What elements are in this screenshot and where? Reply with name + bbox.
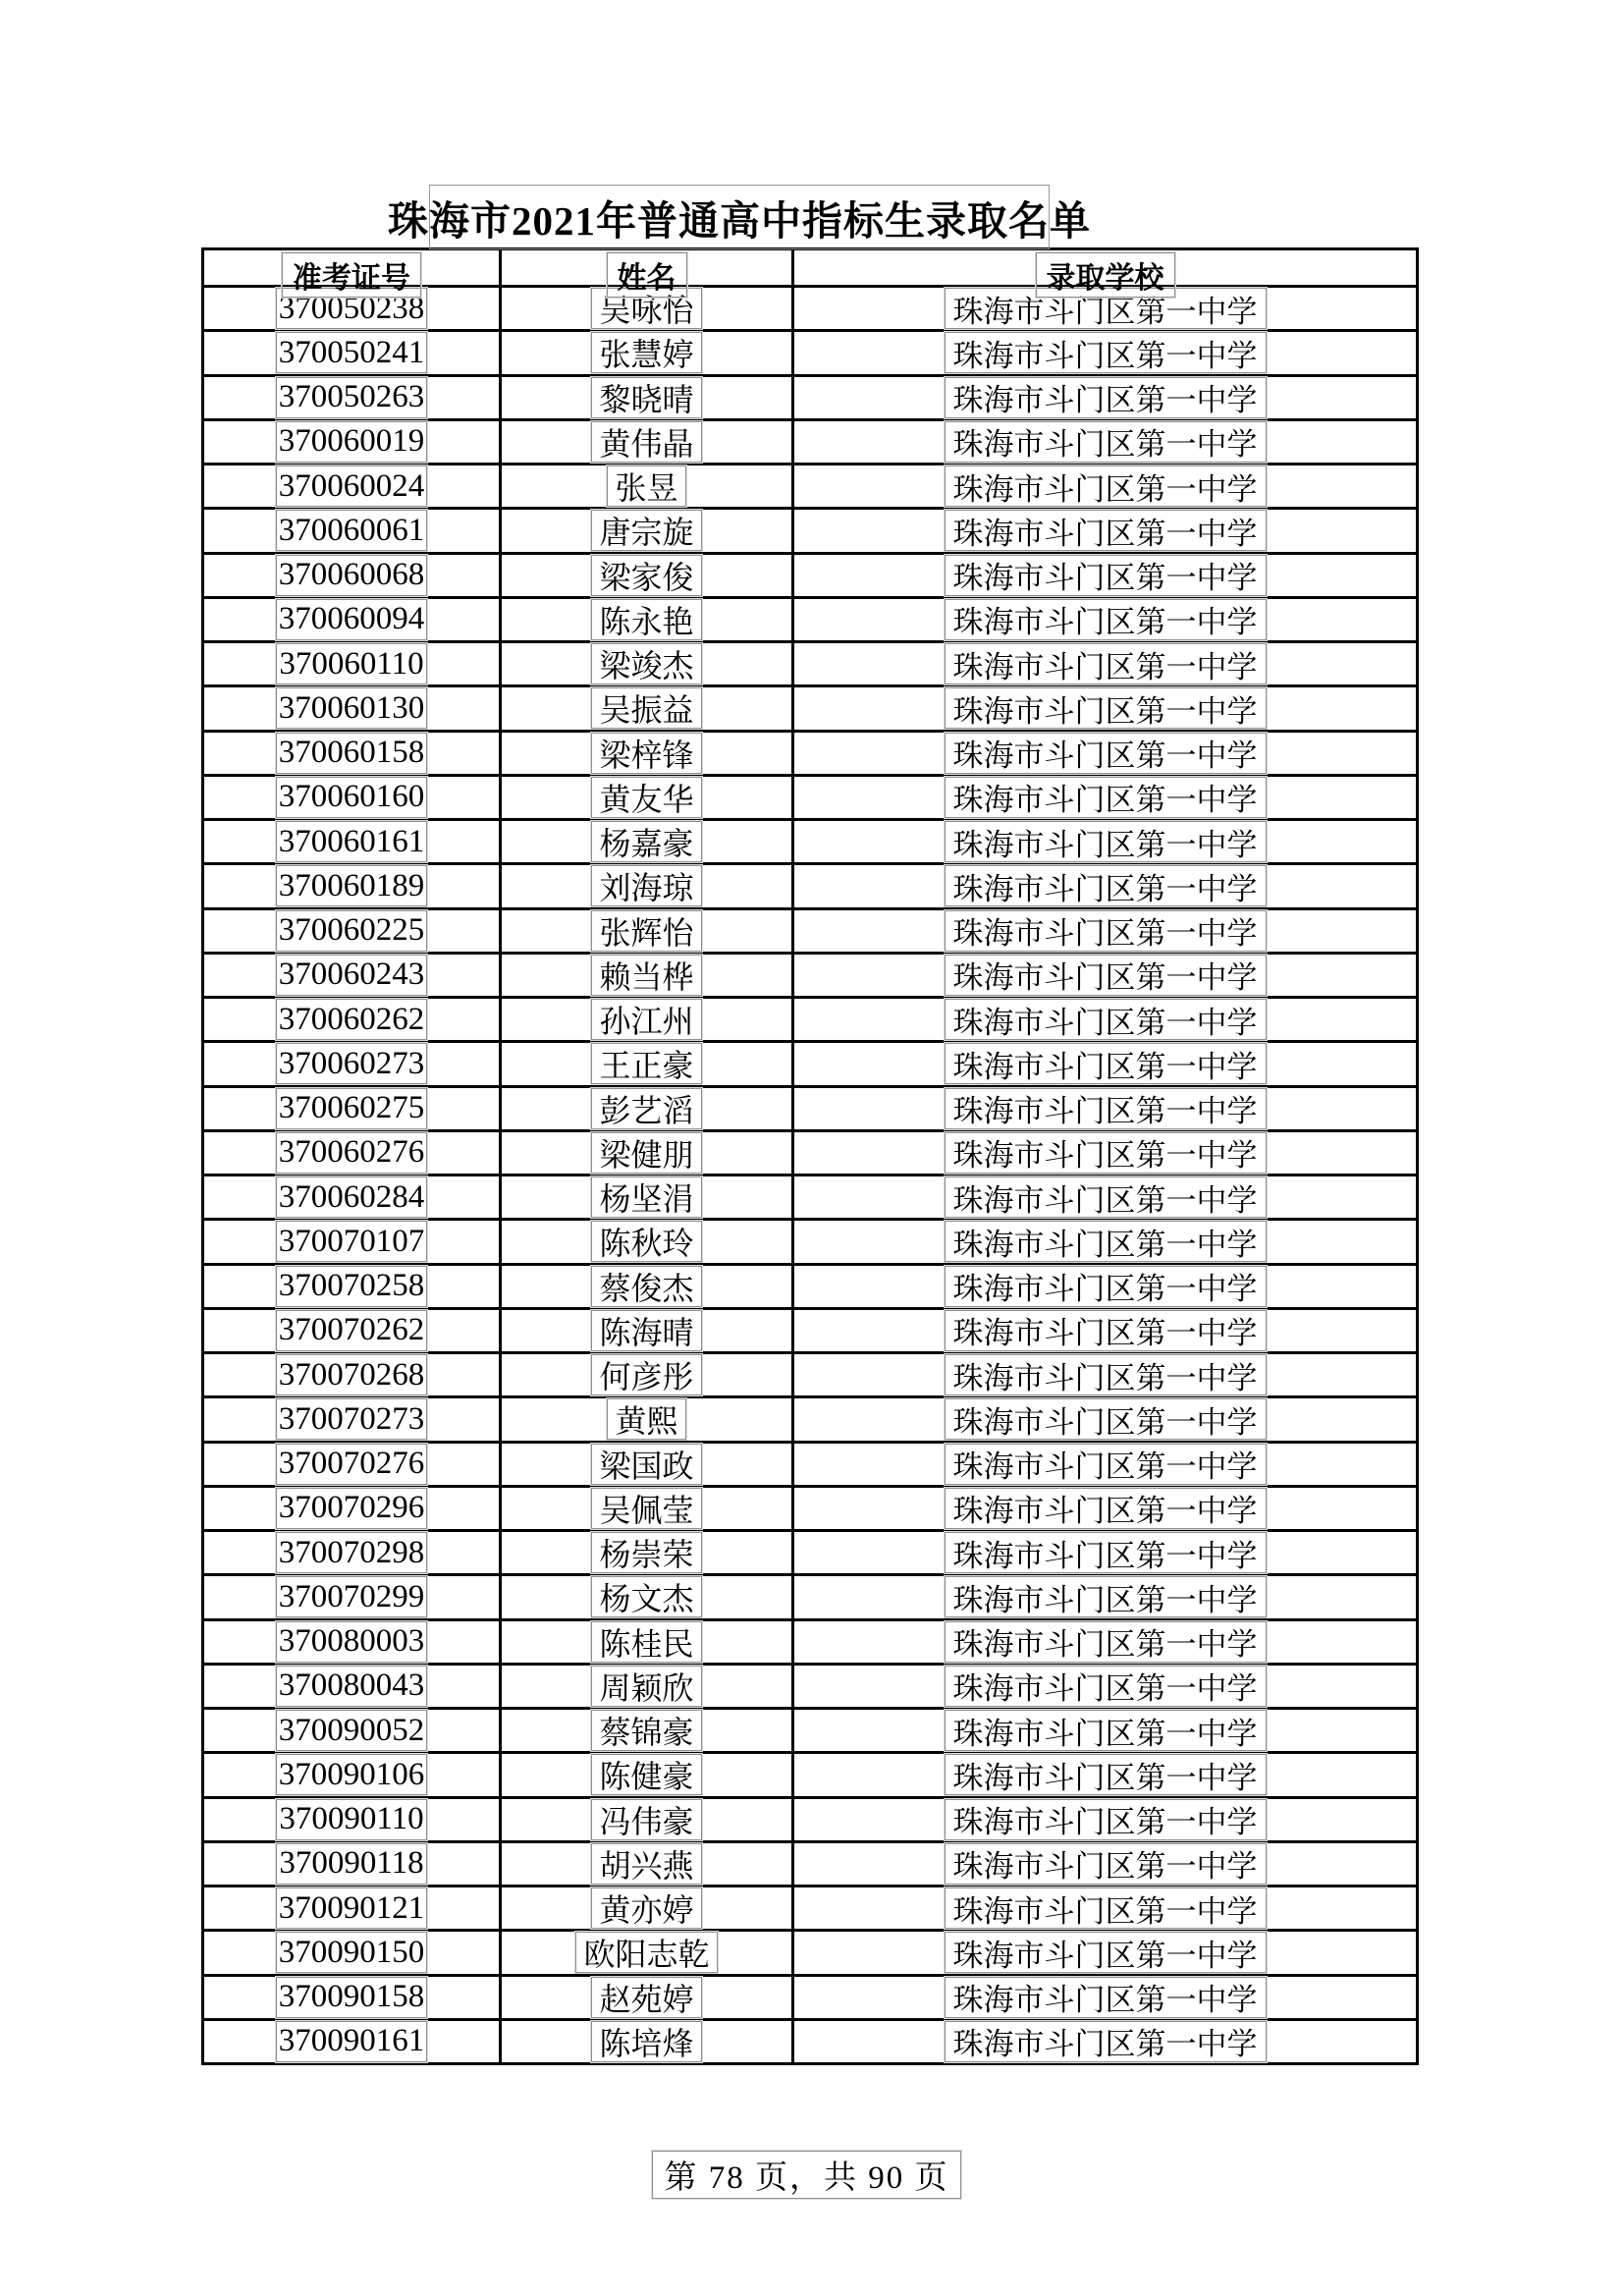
exam-no-cell [204,865,499,906]
school-value: 珠海市斗门区第一中学 [945,999,1267,1040]
header-cell-exam-no [204,250,499,295]
name-cell [499,1977,791,2018]
name-value: 黎晓晴 [591,377,701,418]
exam-no-value: 370060160 [276,777,427,818]
exam-no-value: 370060275 [276,1088,427,1129]
school-value: 珠海市斗门区第一中学 [945,733,1267,774]
table-row [204,730,1416,774]
name-value: 梁健朋 [591,1132,701,1174]
name-value: 胡兴燕 [591,1843,701,1885]
school-cell [791,1621,1416,1663]
exam-no-cell [204,1444,499,1485]
exam-no-value: 370090121 [276,1887,427,1929]
school-value: 珠海市斗门区第一中学 [945,865,1267,906]
name-value: 孙江州 [591,999,701,1040]
name-value: 张辉怡 [591,910,701,952]
school-value: 珠海市斗门区第一中学 [945,821,1267,862]
exam-no-cell [204,1799,499,1840]
exam-no-value: 370060273 [276,1043,427,1084]
exam-no-cell [204,1266,499,1307]
table-row [204,1929,1416,1973]
exam-no-cell [204,2021,499,2062]
table-row [204,684,1416,729]
exam-no-value: 370090052 [276,1710,427,1751]
exam-no-value: 370060061 [276,510,427,551]
exam-no-cell [204,1132,499,1174]
name-value: 唐宗旋 [591,510,701,551]
exam-no-value: 370060019 [276,421,427,463]
school-value: 珠海市斗门区第一中学 [945,1887,1267,1929]
school-cell [791,599,1416,640]
school-value: 珠海市斗门区第一中学 [945,465,1267,507]
school-cell [791,777,1416,818]
school-value: 珠海市斗门区第一中学 [945,1666,1267,1707]
exam-no-value: 370060094 [276,599,427,640]
school-cell [791,1754,1416,1795]
school-cell [791,421,1416,463]
table-row [204,1885,1416,1929]
table-row [204,1174,1416,1218]
table-row [204,596,1416,640]
table-row [204,774,1416,818]
exam-no-cell [204,1532,499,1573]
table-row [204,507,1416,551]
exam-no-cell [204,1576,499,1617]
name-cell [499,1576,791,1617]
exam-no-cell [204,421,499,463]
exam-no-value: 370060225 [276,910,427,952]
name-value: 杨文杰 [591,1576,701,1617]
name-cell [499,1398,791,1440]
school-value: 珠海市斗门区第一中学 [945,1310,1267,1351]
school-value: 珠海市斗门区第一中学 [945,1176,1267,1218]
exam-no-value: 370090106 [276,1754,427,1795]
exam-no-value: 370090158 [276,1977,427,2018]
school-value: 珠海市斗门区第一中学 [945,1088,1267,1129]
school-cell [791,1043,1416,1084]
school-cell [791,2021,1416,2062]
exam-no-value: 370070296 [276,1488,427,1529]
name-cell [499,1843,791,1885]
table-row [204,1796,1416,1840]
table-row [204,1441,1416,1485]
table-row [204,1085,1416,1129]
school-value: 珠海市斗门区第一中学 [945,377,1267,418]
table-row [204,1529,1416,1573]
name-cell [499,1621,791,1663]
exam-no-cell [204,1398,499,1440]
name-value: 黄友华 [591,777,701,818]
name-cell [499,510,791,551]
school-value: 珠海市斗门区第一中学 [945,1532,1267,1573]
name-cell [499,1799,791,1840]
exam-no-cell [204,1176,499,1218]
name-value: 张慧婷 [591,332,701,373]
name-cell [499,1532,791,1573]
name-cell [499,1666,791,1707]
table-row [204,996,1416,1040]
exam-no-value: 370050263 [276,377,427,418]
name-value: 陈培烽 [591,2021,701,2062]
name-value: 杨崇荣 [591,1532,701,1573]
table-row [204,1040,1416,1084]
school-value: 珠海市斗门区第一中学 [945,1221,1267,1262]
header-cell-school [791,250,1416,295]
name-value: 黄伟晶 [591,421,701,463]
name-value: 蔡锦豪 [591,1710,701,1751]
name-value: 张昱 [607,465,685,507]
school-cell [791,865,1416,906]
table-header-row [204,250,1416,295]
name-value: 蔡俊杰 [591,1266,701,1307]
exam-no-value: 370070262 [276,1310,427,1351]
header-label-name: 姓名 [607,252,687,298]
school-cell [791,821,1416,862]
school-value: 珠海市斗门区第一中学 [945,687,1267,729]
exam-no-cell [204,1043,499,1084]
name-cell [499,999,791,1040]
school-cell [791,1354,1416,1395]
school-cell [791,555,1416,596]
school-value: 珠海市斗门区第一中学 [945,1132,1267,1174]
name-cell [499,1488,791,1529]
name-value: 周颖欣 [591,1666,701,1707]
header-label-school: 录取学校 [1036,252,1175,298]
name-cell [499,643,791,684]
exam-no-cell [204,1088,499,1129]
name-cell [499,821,791,862]
school-cell [791,1398,1416,1440]
exam-no-cell [204,377,499,418]
table-row [204,1307,1416,1351]
school-cell [791,1843,1416,1885]
school-cell [791,1799,1416,1840]
exam-no-cell [204,1754,499,1795]
table-row [204,463,1416,507]
exam-no-value: 370080043 [276,1666,427,1707]
header-label-exam-no: 准考证号 [282,252,421,298]
table-row [204,1351,1416,1395]
school-cell [791,733,1416,774]
name-cell [499,1444,791,1485]
table-row [204,818,1416,862]
school-cell [791,1132,1416,1174]
exam-no-cell [204,510,499,551]
exam-no-value: 370070273 [276,1398,427,1440]
school-cell [791,687,1416,729]
exam-no-value: 370070107 [276,1221,427,1262]
exam-no-value: 370060276 [276,1132,427,1174]
name-value: 刘海琼 [591,865,701,906]
exam-no-cell [204,1932,499,1973]
school-value: 珠海市斗门区第一中学 [945,1799,1267,1840]
name-cell [499,1088,791,1129]
exam-no-cell [204,1488,499,1529]
school-value: 珠海市斗门区第一中学 [945,421,1267,463]
admission-list-table [201,247,1419,2065]
table-row [204,907,1416,952]
table-row [204,1485,1416,1529]
name-cell [499,2021,791,2062]
school-value: 珠海市斗门区第一中学 [945,1932,1267,1973]
table-row [204,1395,1416,1440]
exam-no-value: 370090161 [276,2021,427,2062]
exam-no-cell [204,910,499,952]
name-value: 王正豪 [591,1043,701,1084]
exam-no-cell [204,821,499,862]
exam-no-cell [204,687,499,729]
school-cell [791,1887,1416,1929]
exam-no-value: 370060024 [276,465,427,507]
name-value: 梁家俊 [591,555,701,596]
table-row [204,952,1416,996]
exam-no-value: 370090150 [276,1932,427,1973]
name-cell [499,332,791,373]
school-value: 珠海市斗门区第一中学 [945,910,1267,952]
exam-no-cell [204,955,499,996]
name-cell [499,1887,791,1929]
name-value: 梁梓锋 [591,733,701,774]
school-cell [791,1977,1416,2018]
school-value: 珠海市斗门区第一中学 [945,1621,1267,1663]
name-cell [499,555,791,596]
exam-no-value: 370070276 [276,1444,427,1485]
table-row [204,1751,1416,1795]
school-value: 珠海市斗门区第一中学 [945,510,1267,551]
school-value: 珠海市斗门区第一中学 [945,1398,1267,1440]
table-row [204,1573,1416,1617]
name-cell [499,1132,791,1174]
exam-no-cell [204,1621,499,1663]
school-value: 珠海市斗门区第一中学 [945,1977,1267,2018]
exam-no-value: 370070299 [276,1576,427,1617]
table-row [204,329,1416,373]
table-row [204,1618,1416,1663]
school-cell [791,510,1416,551]
exam-no-value: 370060284 [276,1176,427,1218]
school-value: 珠海市斗门区第一中学 [945,555,1267,596]
table-row [204,1263,1416,1307]
school-value: 珠海市斗门区第一中学 [945,288,1267,329]
table-row [204,1707,1416,1751]
table-row [204,1840,1416,1885]
name-value: 陈桂民 [591,1621,701,1663]
school-value: 珠海市斗门区第一中学 [945,1266,1267,1307]
school-value: 珠海市斗门区第一中学 [945,777,1267,818]
name-value: 陈秋玲 [591,1221,701,1262]
exam-no-cell [204,733,499,774]
school-cell [791,1932,1416,1973]
table-row [204,862,1416,906]
school-cell [791,1532,1416,1573]
exam-no-cell [204,555,499,596]
header-cell-name [499,250,791,295]
exam-no-cell [204,465,499,507]
table-row [204,1218,1416,1262]
name-value: 杨嘉豪 [591,821,701,862]
school-value: 珠海市斗门区第一中学 [945,643,1267,684]
table-row [204,2018,1416,2062]
school-value: 珠海市斗门区第一中学 [945,1354,1267,1395]
name-cell [499,1176,791,1218]
exam-no-value: 370060110 [276,643,427,684]
table-row [204,418,1416,463]
name-cell [499,1043,791,1084]
exam-no-value: 370090118 [276,1843,427,1885]
name-cell [499,599,791,640]
name-cell [499,733,791,774]
exam-no-cell [204,1887,499,1929]
school-value: 珠海市斗门区第一中学 [945,1043,1267,1084]
name-value: 杨坚涓 [591,1176,701,1218]
name-value: 陈海晴 [591,1310,701,1351]
school-value: 珠海市斗门区第一中学 [945,1754,1267,1795]
school-value: 珠海市斗门区第一中学 [945,1444,1267,1485]
school-cell [791,1310,1416,1351]
name-cell [499,1932,791,1973]
school-cell [791,1710,1416,1751]
name-value: 彭艺滔 [591,1088,701,1129]
name-cell [499,465,791,507]
name-value: 吴振益 [591,687,701,729]
table-row [204,552,1416,596]
name-cell [499,1710,791,1751]
name-cell [499,865,791,906]
name-value: 梁国政 [591,1444,701,1485]
exam-no-value: 370060158 [276,733,427,774]
school-cell [791,999,1416,1040]
school-cell [791,910,1416,952]
school-cell [791,1221,1416,1262]
name-value: 赵苑婷 [591,1977,701,2018]
exam-no-cell [204,1354,499,1395]
name-cell [499,777,791,818]
table-row [204,1974,1416,2018]
name-value: 冯伟豪 [591,1799,701,1840]
name-cell [499,377,791,418]
name-value: 陈永艳 [591,599,701,640]
name-value: 梁竣杰 [591,643,701,684]
school-cell [791,1088,1416,1129]
exam-no-value: 370060130 [276,687,427,729]
table-row [204,640,1416,684]
name-value: 黄熙 [607,1398,685,1440]
exam-no-value: 370060262 [276,999,427,1040]
school-cell [791,1176,1416,1218]
exam-no-value: 370060189 [276,865,427,906]
school-cell [791,377,1416,418]
school-value: 珠海市斗门区第一中学 [945,955,1267,996]
exam-no-value: 370070298 [276,1532,427,1573]
school-cell [791,1266,1416,1307]
exam-no-cell [204,999,499,1040]
exam-no-value: 370070268 [276,1354,427,1395]
school-value: 珠海市斗门区第一中学 [945,332,1267,373]
exam-no-cell [204,777,499,818]
name-cell [499,1354,791,1395]
exam-no-value: 370060161 [276,821,427,862]
exam-no-cell [204,599,499,640]
exam-no-value: 370050241 [276,332,427,373]
exam-no-cell [204,1843,499,1885]
table-row [204,374,1416,418]
school-value: 珠海市斗门区第一中学 [945,2021,1267,2062]
exam-no-value: 370070258 [276,1266,427,1307]
page-footer: 第 78 页，共 90 页 [652,2151,961,2199]
name-cell [499,910,791,952]
exam-no-cell [204,1221,499,1262]
exam-no-cell [204,643,499,684]
name-value: 赖当桦 [591,955,701,996]
name-cell [499,687,791,729]
exam-no-cell [204,1977,499,2018]
school-value: 珠海市斗门区第一中学 [945,1710,1267,1751]
school-cell [791,332,1416,373]
school-cell [791,955,1416,996]
school-value: 珠海市斗门区第一中学 [945,1843,1267,1885]
name-value: 欧阳志乾 [575,1932,717,1973]
exam-no-cell [204,1666,499,1707]
table-row [204,1129,1416,1174]
school-cell [791,1666,1416,1707]
name-value: 黄亦婷 [591,1887,701,1929]
name-cell [499,1754,791,1795]
name-cell [499,421,791,463]
school-cell [791,465,1416,507]
school-cell [791,1444,1416,1485]
exam-no-value: 370080003 [276,1621,427,1663]
name-value: 吴咏怡 [591,288,701,329]
school-cell [791,1488,1416,1529]
exam-no-cell [204,332,499,373]
exam-no-cell [204,1710,499,1751]
page-title: 珠海市2021年普通高中指标生录取名单 [429,185,1050,249]
exam-no-value: 370060243 [276,955,427,996]
name-value: 吴佩莹 [591,1488,701,1529]
name-value: 陈健豪 [591,1754,701,1795]
exam-no-value: 370050238 [276,288,427,329]
exam-no-value: 370060068 [276,555,427,596]
school-cell [791,643,1416,684]
exam-no-value: 370090110 [276,1799,427,1840]
name-value: 何彦彤 [591,1354,701,1395]
table-row [204,1663,1416,1707]
name-cell [499,1310,791,1351]
exam-no-cell [204,1310,499,1351]
school-value: 珠海市斗门区第一中学 [945,599,1267,640]
school-value: 珠海市斗门区第一中学 [945,1576,1267,1617]
name-cell [499,955,791,996]
name-cell [499,1221,791,1262]
name-cell [499,1266,791,1307]
school-cell [791,1576,1416,1617]
school-value: 珠海市斗门区第一中学 [945,1488,1267,1529]
